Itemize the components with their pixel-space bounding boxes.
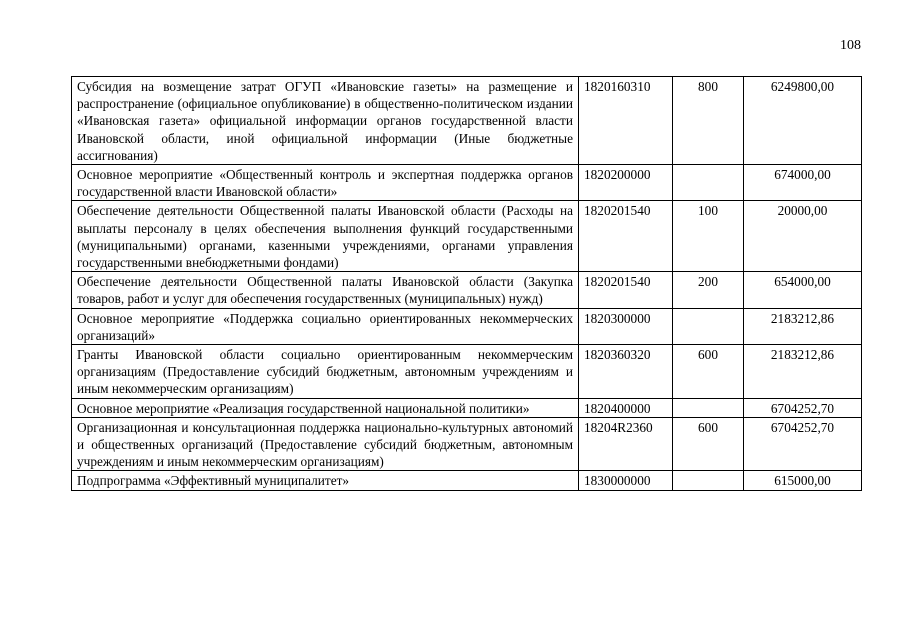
row-expense-type: 800	[673, 77, 744, 165]
row-code: 1820160310	[579, 77, 673, 165]
row-code: 1820400000	[579, 398, 673, 417]
table-row	[72, 165, 862, 201]
row-code: 1820200000	[579, 165, 673, 201]
row-amount: 6704252,70	[744, 398, 862, 417]
row-code: 1820201540	[579, 272, 673, 308]
row-description: Гранты Ивановской области социально ориентированным некоммерческим организациям (Предоставление субсидий бюджетным, автономным учреждениям и иным некоммерческим организациям)	[72, 345, 579, 399]
row-amount: 674000,00	[744, 165, 862, 201]
row-expense-type: 600	[673, 345, 744, 399]
row-description: Организационная и консультационная поддержка национально-культурных автономий и общественных организаций (Предоставление субсидий бюджетным, автономным учреждениям и иным некоммерческим организациям)	[72, 417, 579, 471]
row-amount: 654000,00	[744, 272, 862, 308]
table-row	[72, 201, 862, 272]
row-description: Обеспечение деятельности Общественной палаты Ивановской области (Закупка товаров, работ и услуг для обеспечения государственных (муниципальных) нужд)	[72, 272, 579, 308]
row-expense-type: 200	[673, 272, 744, 308]
row-description: Подпрограмма «Эффективный муниципалитет»	[72, 471, 579, 490]
row-description: Субсидия на возмещение затрат ОГУП «Ивановские газеты» на размещение и распространение (официальное опубликование) в общественно-политическом издании «Ивановская газета» официальной информации органов государственной власти Ивановской области, иной официальной информации (Иные бюджетные ассигнования)	[72, 77, 579, 165]
table-row	[72, 471, 862, 490]
row-expense-type	[673, 308, 744, 344]
row-expense-type	[673, 165, 744, 201]
row-amount: 2183212,86	[744, 308, 862, 344]
row-description: Основное мероприятие «Реализация государственной национальной политики»	[72, 398, 579, 417]
budget-table-body	[72, 77, 862, 491]
row-amount: 20000,00	[744, 201, 862, 272]
page-number: 108	[840, 38, 861, 53]
row-amount: 615000,00	[744, 471, 862, 490]
budget-table	[71, 76, 862, 491]
row-expense-type: 100	[673, 201, 744, 272]
row-code: 1820201540	[579, 201, 673, 272]
row-code: 1830000000	[579, 471, 673, 490]
row-amount: 6249800,00	[744, 77, 862, 165]
table-row	[72, 308, 862, 344]
row-expense-type	[673, 398, 744, 417]
row-description: Обеспечение деятельности Общественной палаты Ивановской области (Расходы на выплаты персоналу в целях обеспечения выполнения функций государственными (муниципальными) органами, казенными учреждениями, органами управления государственными внебюджетными фондами)	[72, 201, 579, 272]
table-row	[72, 398, 862, 417]
row-description: Основное мероприятие «Общественный контроль и экспертная поддержка органов государственной власти Ивановской области»	[72, 165, 579, 201]
row-description: Основное мероприятие «Поддержка социально ориентированных некоммерческих организаций»	[72, 308, 579, 344]
row-amount: 6704252,70	[744, 417, 862, 471]
table-row	[72, 272, 862, 308]
row-expense-type	[673, 471, 744, 490]
row-expense-type: 600	[673, 417, 744, 471]
row-code: 18204R2360	[579, 417, 673, 471]
row-code: 1820360320	[579, 345, 673, 399]
table-row	[72, 77, 862, 165]
row-code: 1820300000	[579, 308, 673, 344]
row-amount: 2183212,86	[744, 345, 862, 399]
table-row	[72, 345, 862, 399]
table-row	[72, 417, 862, 471]
